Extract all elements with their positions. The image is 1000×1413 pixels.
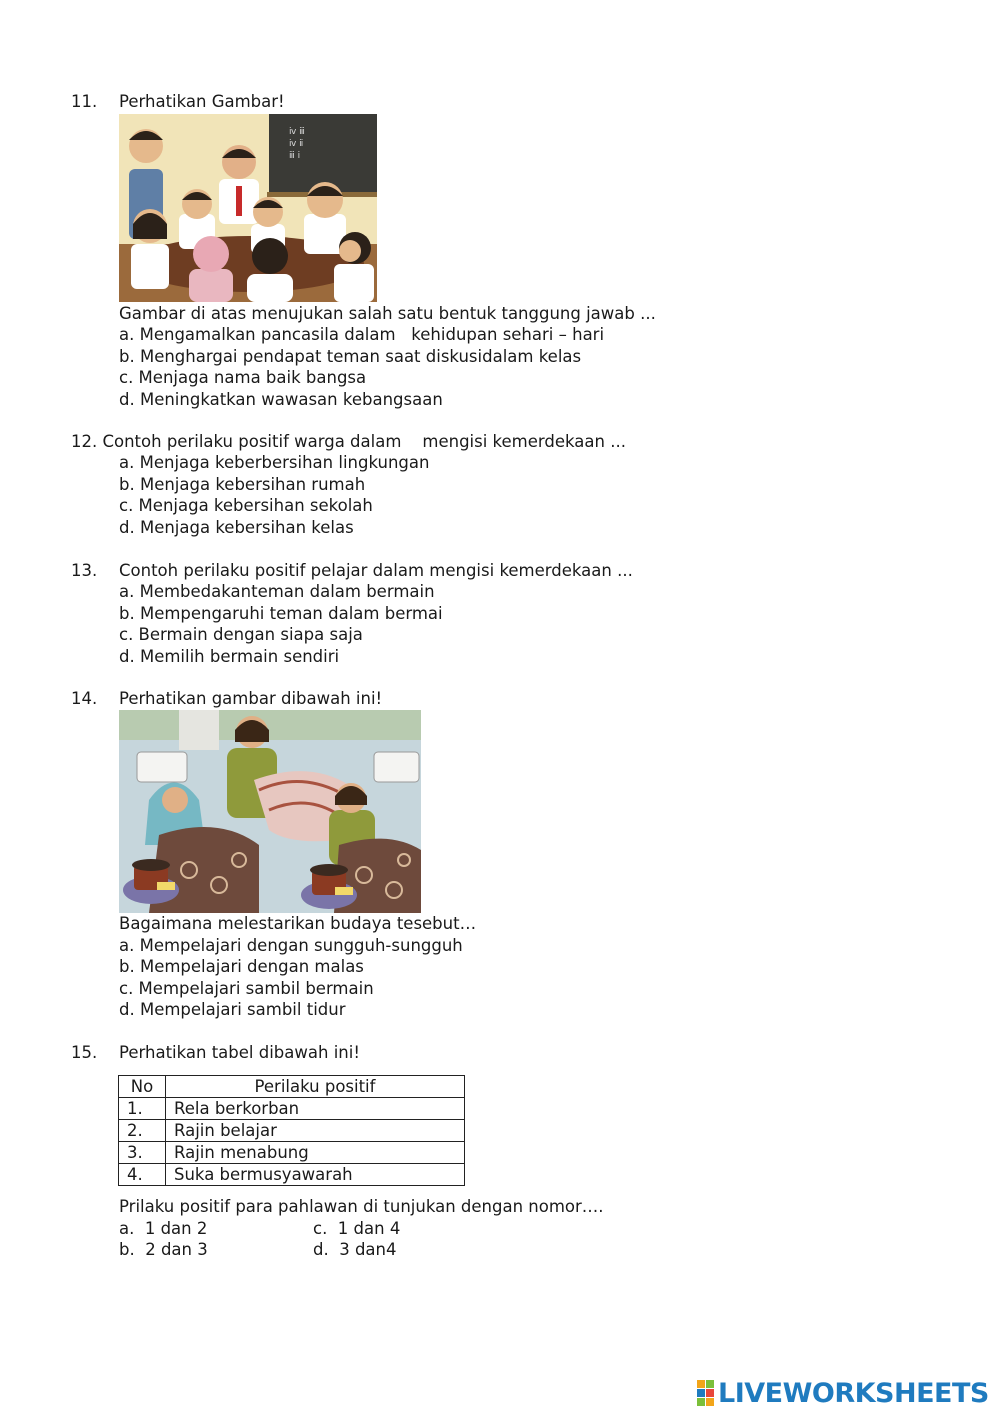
table-header-no: No [119, 1076, 166, 1098]
q11-prompt: Perhatikan Gambar! [119, 92, 285, 111]
table-cell-behavior: Rela berkorban [166, 1098, 465, 1120]
liveworksheets-logo [697, 1378, 989, 1408]
q13-option-a[interactable]: a. Membedakanteman dalam bermain [119, 582, 435, 601]
q13-number: 13. [71, 561, 98, 580]
chalkboard-marks-2: ⅳ ⅱ [289, 139, 304, 149]
table-header-row [119, 1076, 465, 1098]
q12-option-a[interactable]: a. Menjaga keberbersihan lingkungan [119, 453, 430, 472]
table-cell-no: 1. [119, 1098, 166, 1120]
q14-option-d[interactable]: d. Mempelajari sambil tidur [119, 1000, 346, 1019]
q13-option-b[interactable]: b. Mempengaruhi teman dalam bermai [119, 604, 443, 623]
q14-question: Bagaimana melestarikan budaya tesebut… [119, 914, 477, 933]
q15-number: 15. [71, 1043, 98, 1062]
table-cell-behavior: Rajin menabung [166, 1142, 465, 1164]
table-cell-behavior: Suka bermusyawarah [166, 1164, 465, 1186]
q11-option-b[interactable]: b. Menghargai pendapat teman saat diskusidalam kelas [119, 347, 582, 366]
q11-option-d[interactable]: d. Meningkatkan wawasan kebangsaan [119, 390, 443, 409]
table-row [119, 1120, 465, 1142]
q11-option-a[interactable]: a. Mengamalkan pancasila dalam kehidupan sehari – hari [119, 325, 605, 344]
q12-option-d[interactable]: d. Menjaga kebersihan kelas [119, 518, 354, 537]
q13-question: Contoh perilaku positif pelajar dalam mengisi kemerdekaan ... [119, 561, 633, 580]
liveworksheets-logo-text: LIVEWORKSHEETS [718, 1377, 989, 1409]
q14-option-b[interactable]: b. Mempelajari dengan malas [119, 957, 364, 976]
q15-option-d[interactable]: d. 3 dan4 [313, 1240, 397, 1259]
q15-question: Prilaku positif para pahlawan di tunjukan dengan nomor…. [119, 1197, 604, 1216]
q15-behavior-table [118, 1075, 465, 1186]
table-cell-no: 3. [119, 1142, 166, 1164]
q14-option-c[interactable]: c. Mempelajari sambil bermain [119, 979, 374, 998]
table-cell-behavior: Rajin belajar [166, 1120, 465, 1142]
chalkboard-marks-1: ⅳ ⅲ [289, 127, 305, 137]
table-header-behavior: Perilaku positif [166, 1076, 465, 1098]
q11-classroom-illustration [119, 114, 377, 302]
q12-option-c[interactable]: c. Menjaga kebersihan sekolah [119, 496, 373, 515]
q11-number: 11. [71, 92, 98, 111]
q14-prompt: Perhatikan gambar dibawah ini! [119, 689, 383, 708]
q15-prompt: Perhatikan tabel dibawah ini! [119, 1043, 360, 1062]
q12-option-b[interactable]: b. Menjaga kebersihan rumah [119, 475, 366, 494]
q15-option-b[interactable]: b. 2 dan 3 [119, 1240, 208, 1259]
table-cell-no: 4. [119, 1164, 166, 1186]
table-row [119, 1098, 465, 1120]
q14-batik-illustration [119, 710, 421, 913]
q14-option-a[interactable]: a. Mempelajari dengan sungguh-sungguh [119, 936, 463, 955]
q11-question: Gambar di atas menujukan salah satu bentuk tanggung jawab ... [119, 304, 656, 323]
q11-option-c[interactable]: c. Menjaga nama baik bangsa [119, 368, 367, 387]
table-row [119, 1164, 465, 1186]
q15-option-a[interactable]: a. 1 dan 2 [119, 1219, 208, 1238]
table-row [119, 1142, 465, 1164]
q12-question: 12. Contoh perilaku positif warga dalam mengisi kemerdekaan ... [71, 432, 626, 451]
q14-number: 14. [71, 689, 98, 708]
chalkboard-marks-3: ⅲ ⅰ [289, 151, 301, 161]
q13-option-c[interactable]: c. Bermain dengan siapa saja [119, 625, 363, 644]
q13-option-d[interactable]: d. Memilih bermain sendiri [119, 647, 340, 666]
q15-option-c[interactable]: c. 1 dan 4 [313, 1219, 401, 1238]
table-cell-no: 2. [119, 1120, 166, 1142]
liveworksheets-logo-icon [697, 1380, 714, 1406]
